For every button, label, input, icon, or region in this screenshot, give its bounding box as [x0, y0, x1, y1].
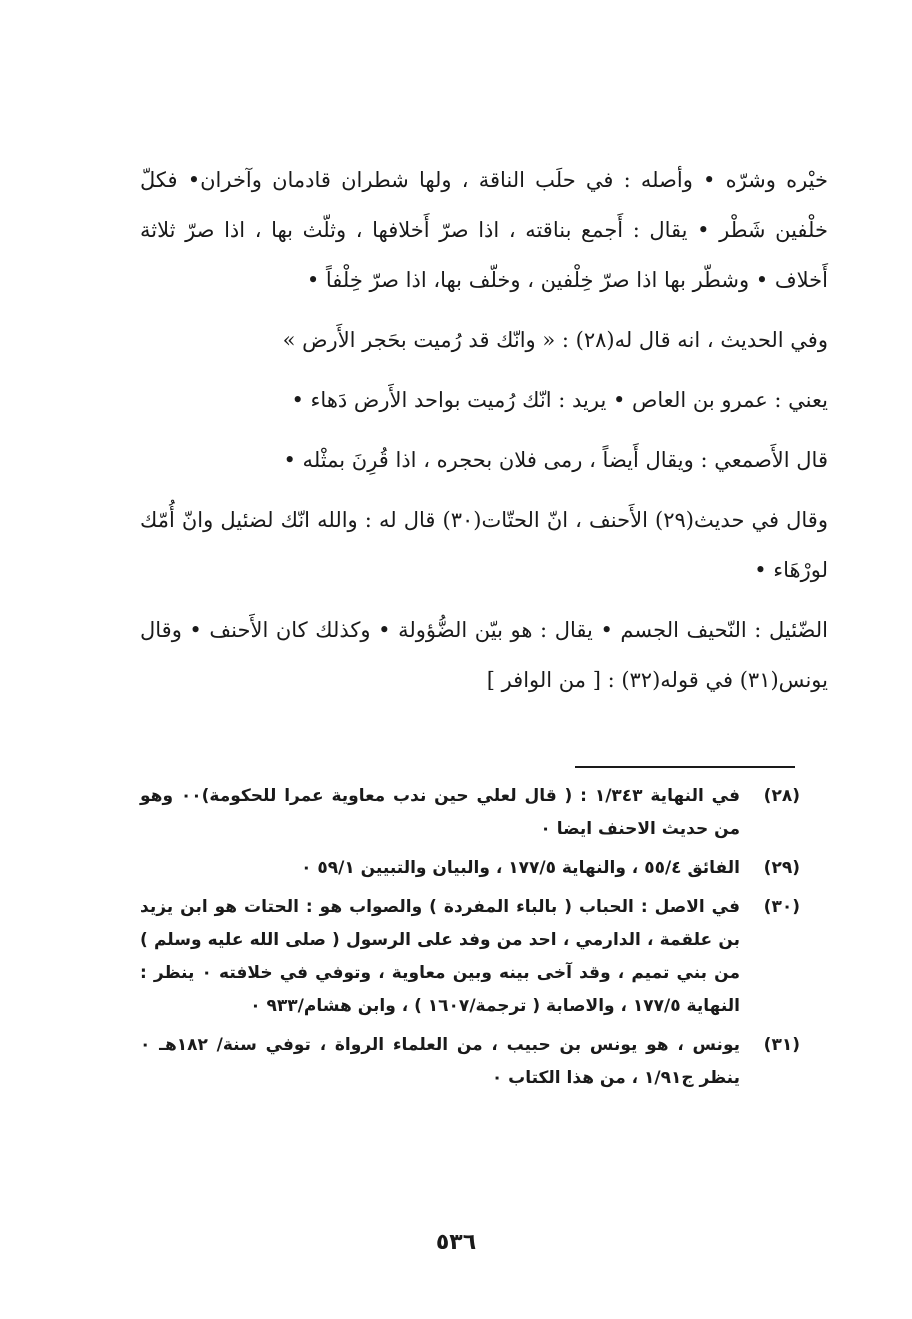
paragraph: يعني : عمرو بن العاص • يريد : انّك رُميت بواحد الأَرض دَهاء • [291, 388, 828, 412]
paragraph: وقال في حديث(٢٩) الأَحنف ، انّ الحتّات(٣٠) قال له : والله انّك لضئيل وانّ أُمّك لورْهَاء • [140, 508, 828, 582]
footnote-number: (٢٨) [763, 786, 800, 806]
footnote [140, 891, 800, 1023]
footnote [140, 852, 800, 885]
page-number: ٥٣٦ [435, 1230, 477, 1255]
footnote-text: الفائق ٥٥/٤ ، والنهاية ١٧٧/٥ ، والبيان والتبيين ٥٩/١ ٠ [301, 858, 740, 878]
footnote-number: (٢٩) [763, 858, 800, 878]
footnote-number: (٣١) [763, 1035, 800, 1055]
footnotes [140, 780, 800, 1101]
footnote [140, 1029, 800, 1095]
footnote-number: (٣٠) [763, 897, 800, 917]
paragraph: قال الأَصمعي : ويقال أَيضاً ، رمى فلان بحجره ، اذا قُرِنَ بمثْله • [283, 448, 828, 472]
paragraph: وفي الحديث ، انه قال له(٢٨) : « وانّك قد رُميت بحَجر الأَرض » [282, 328, 828, 352]
paragraph: الضّئيل : النّحيف الجسم • يقال : هو بيّن الضُّؤولة • وكذلك كان الأَحنف • وقال يونس(٣١) في قوله(٣٢) : [ من الوافر ] [140, 618, 828, 692]
main-text [140, 155, 828, 715]
footnote-text: في الاصل : الحباب ( بالباء المفردة ) والصواب هو : الحتات هو ابن يزيد بن علقمة ، الدارمي ، احد من وفد على الرسول ( صلى الله عليه وسلم ) من بني تميم ، وقد آخى بينه وبين معاوية ، وتوفي في خلافته ٠ ينظر : النهاية ١٧٧/٥ ، والاصابة ( ترجمة/١٦٠٧ ) ، وابن هشام/٩٣٣ ٠ [140, 897, 740, 1016]
footnote-divider [575, 766, 795, 768]
footnote [140, 780, 800, 846]
footnote-text: في النهاية ١/٣٤٣ : ( قال لعلي حين ندب معاوية عمرا للحكومة)٠٠ وهو من حديث الاحنف ايضا ٠ [140, 786, 740, 839]
paragraph: خيْره وشرّه • وأصله : في حلَب الناقة ، ولها شطران قادمان وآخران• فكلّ خلْفين شَطْر • يقال : أَجمع بناقته ، اذا صرّ أَخلافها ، وثلّث بها ، اذا صرّ ثلاثة أَخلاف • وشطّر بها اذا صرّ خِلْفين ، وخلّف بها، اذا صرّ خِلْفاً • [140, 168, 828, 292]
footnote-text: يونس ، هو يونس بن حبيب ، من العلماء الرواة ، توفي سنة/ ١٨٢هـ ٠ ينظر ج١/٩١ ، من هذا الكتاب ٠ [140, 1035, 740, 1088]
